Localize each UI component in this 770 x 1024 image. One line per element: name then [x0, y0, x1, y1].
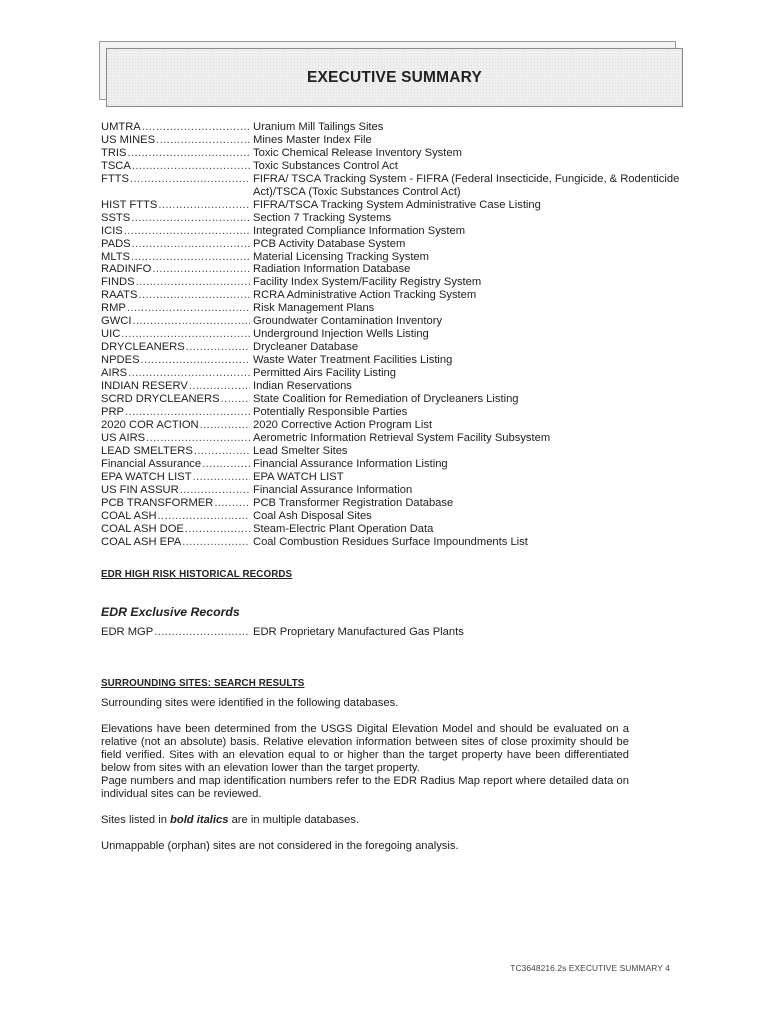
dot-leader: [127, 147, 250, 160]
database-row: [101, 173, 701, 199]
database-description: Integrated Compliance Information System: [253, 224, 466, 237]
database-abbr: LEAD SMELTERS: [101, 444, 193, 457]
database-abbr: MLTS: [101, 250, 131, 263]
dot-leader: [193, 471, 250, 484]
database-description: State Coalition for Remediation of Drycleaners Listing: [253, 393, 519, 406]
dot-leader: [158, 199, 250, 212]
database-abbr: ICIS: [101, 224, 123, 237]
database-abbr: PADS: [101, 237, 131, 250]
database-description: 2020 Corrective Action Program List: [253, 418, 433, 431]
database-abbr: SSTS: [101, 211, 131, 224]
database-list: [101, 121, 701, 548]
database-abbr: AIRS: [101, 367, 128, 380]
database-abbr-cell: [101, 497, 253, 510]
database-abbr-cell: [101, 251, 253, 264]
database-row: [101, 289, 701, 302]
elevation-paragraph: Elevations have been determined from the USGS Digital Elevation Model and should be evaluated on a relative (not an absolute) basis. Relative elevation information between sites of close proximity should be field verified. Sites with an elevation equal to or higher than the target property have been differentiated below from sites with an elevation lower than the target property.: [101, 723, 629, 774]
database-abbr: COAL ASH EPA: [101, 535, 182, 548]
database-abbr-cell: [101, 328, 253, 341]
database-row: [101, 160, 701, 173]
surrounding-intro: Surrounding sites were identified in the following databases.: [101, 697, 399, 709]
database-abbr: 2020 COR ACTION: [101, 418, 199, 431]
database-abbr: GWCI: [101, 315, 132, 328]
database-abbr-cell: [101, 134, 253, 147]
dot-leader: [221, 393, 250, 406]
dot-leader: [121, 328, 250, 341]
database-row: [101, 225, 701, 238]
bold-italics-prefix: Sites listed in: [101, 814, 171, 826]
dot-leader: [158, 510, 250, 523]
database-row: [101, 536, 701, 549]
page-numbers-paragraph: Page numbers and map identification numbers refer to the EDR Radius Map report where detailed data on individual sites can be reviewed.: [101, 774, 629, 800]
database-row: [101, 263, 701, 276]
database-row: [101, 276, 701, 289]
database-description: PCB Activity Database System: [253, 237, 406, 250]
database-abbr: INDIAN RESERV: [101, 380, 188, 393]
database-abbr: US FIN ASSUR: [101, 483, 179, 496]
dot-leader: [132, 315, 250, 328]
database-description: Toxic Substances Control Act: [253, 159, 398, 172]
database-row: [101, 251, 701, 264]
database-description: Coal Ash Disposal Sites: [253, 509, 372, 522]
database-abbr-cell: [101, 225, 253, 238]
database-abbr-cell: [101, 276, 253, 289]
dot-leader: [154, 626, 250, 639]
dot-leader: [200, 419, 250, 432]
surrounding-heading: SURROUNDING SITES: SEARCH RESULTS: [101, 678, 305, 689]
dot-leader: [124, 225, 250, 238]
database-row: [101, 121, 701, 134]
database-description: Lead Smelter Sites: [253, 444, 348, 457]
dot-leader: [141, 354, 250, 367]
dot-leader: [146, 432, 250, 445]
dot-leader: [127, 302, 250, 315]
bold-italics-emphasis: bold italics: [170, 814, 229, 826]
database-row: [101, 354, 701, 367]
dot-leader: [182, 536, 250, 549]
database-row: [101, 484, 701, 497]
database-description: Financial Assurance Information: [253, 483, 413, 496]
page-title: EXECUTIVE SUMMARY: [306, 69, 483, 86]
database-row: [101, 445, 701, 458]
database-row: [101, 458, 701, 471]
database-abbr-cell: [101, 471, 253, 484]
database-abbr: DRYCLEANERS: [101, 341, 185, 354]
database-row: [101, 380, 701, 393]
database-description: Groundwater Contamination Inventory: [253, 315, 443, 328]
database-row: [101, 134, 701, 147]
bold-italics-note: [101, 814, 629, 827]
database-description: Potentially Responsible Parties: [253, 405, 408, 418]
edr-high-risk-heading: EDR HIGH RISK HISTORICAL RECORDS: [101, 569, 293, 580]
title-box: [106, 48, 683, 107]
database-abbr-cell: [101, 419, 253, 432]
database-abbr-cell: [101, 121, 253, 134]
dot-leader: [189, 380, 250, 393]
database-description: Material Licensing Tracking System: [253, 250, 429, 263]
dot-leader: [152, 263, 250, 276]
database-abbr-cell: [101, 212, 253, 225]
database-description: Facility Index System/Facility Registry System: [253, 276, 482, 289]
dot-leader: [131, 251, 250, 264]
database-abbr: RADINFO: [101, 263, 152, 276]
database-description: Mines Master Index File: [253, 133, 372, 146]
database-abbr-cell: [101, 367, 253, 380]
unmappable-note: Unmappable (orphan) sites are not considered in the foregoing analysis.: [101, 840, 459, 852]
database-abbr: Financial Assurance: [101, 457, 202, 470]
database-abbr: PRP: [101, 405, 125, 418]
database-description: Radiation Information Database: [253, 263, 411, 276]
bold-italics-suffix: are in multiple databases.: [228, 814, 360, 826]
database-abbr-cell: [101, 536, 253, 549]
database-abbr-cell: [101, 406, 253, 419]
database-abbr-cell: [101, 302, 253, 315]
database-row: [101, 626, 701, 639]
database-abbr: RMP: [101, 302, 126, 315]
database-row: [101, 147, 701, 160]
database-row: [101, 238, 701, 251]
database-row: [101, 497, 701, 510]
database-abbr: TRIS: [101, 146, 127, 159]
database-description: PCB Transformer Registration Database: [253, 496, 454, 509]
database-abbr: COAL ASH DOE: [101, 522, 184, 535]
database-abbr: UMTRA: [101, 121, 141, 133]
database-abbr-cell: [101, 393, 253, 406]
database-abbr-cell: [101, 626, 253, 639]
database-description: Financial Assurance Information Listing: [253, 457, 448, 470]
database-abbr: FINDS: [101, 276, 135, 289]
database-description: Indian Reservations: [253, 380, 352, 393]
database-abbr-cell: [101, 199, 253, 212]
database-description: Toxic Chemical Release Inventory System: [253, 146, 462, 159]
database-abbr-cell: [101, 147, 253, 160]
database-abbr: FTTS: [101, 172, 129, 185]
database-abbr: TSCA: [101, 159, 131, 172]
database-row: [101, 341, 701, 354]
database-row: [101, 393, 701, 406]
dot-leader: [128, 367, 250, 380]
database-abbr-cell: [101, 432, 253, 445]
database-description: Waste Water Treatment Facilities Listing: [253, 354, 453, 367]
database-row: [101, 212, 701, 225]
page-footer: TC3648216.2s EXECUTIVE SUMMARY 4: [510, 963, 670, 973]
database-abbr-cell: [101, 238, 253, 251]
database-abbr: RAATS: [101, 289, 138, 302]
database-row: [101, 367, 701, 380]
database-abbr-cell: [101, 289, 253, 302]
database-description: Steam-Electric Plant Operation Data: [253, 522, 434, 535]
database-abbr: NPDES: [101, 354, 140, 367]
dot-leader: [202, 458, 250, 471]
database-abbr-cell: [101, 173, 253, 186]
database-row: [101, 523, 701, 536]
database-abbr-cell: [101, 484, 253, 497]
database-row: [101, 406, 701, 419]
elevation-block: [101, 723, 629, 801]
database-abbr: HIST FTTS: [101, 198, 158, 211]
database-abbr-cell: [101, 510, 253, 523]
database-abbr-cell: [101, 160, 253, 173]
database-abbr-cell: [101, 380, 253, 393]
dot-leader: [214, 497, 250, 510]
dot-leader: [136, 276, 250, 289]
dot-leader: [138, 289, 250, 302]
database-description: Uranium Mill Tailings Sites: [253, 121, 384, 133]
dot-leader: [180, 484, 250, 497]
database-description: EDR Proprietary Manufactured Gas Plants: [253, 626, 464, 638]
dot-leader: [130, 173, 250, 186]
database-abbr: COAL ASH: [101, 509, 157, 522]
database-abbr-cell: [101, 263, 253, 276]
dot-leader: [186, 341, 250, 354]
database-description: EPA WATCH LIST: [253, 470, 344, 483]
dot-leader: [142, 121, 250, 134]
database-description: Permitted Airs Facility Listing: [253, 367, 396, 380]
database-row: [101, 471, 701, 484]
database-row: [101, 510, 701, 523]
dot-leader: [132, 160, 250, 173]
database-abbr: EDR MGP: [101, 626, 154, 638]
edr-exclusive-list: [101, 626, 701, 639]
database-row: [101, 199, 701, 212]
database-row: [101, 328, 701, 341]
dot-leader: [132, 238, 250, 251]
database-description: FIFRA/ TSCA Tracking System - FIFRA (Federal Insecticide, Fungicide, & Rodenticide Act)/TSCA (Toxic Substances Control Act): [253, 172, 680, 198]
database-abbr: US MINES: [101, 133, 156, 146]
database-description: RCRA Administrative Action Tracking System: [253, 289, 477, 302]
database-abbr: US AIRS: [101, 431, 146, 444]
database-description: FIFRA/TSCA Tracking System Administrative Case Listing: [253, 198, 541, 211]
dot-leader: [156, 134, 250, 147]
database-description: Section 7 Tracking Systems: [253, 211, 392, 224]
database-abbr: UIC: [101, 328, 121, 341]
database-description: Risk Management Plans: [253, 302, 375, 315]
database-abbr-cell: [101, 458, 253, 471]
database-description: Coal Combustion Residues Surface Impoundments List: [253, 535, 528, 548]
database-row: [101, 419, 701, 432]
database-description: Drycleaner Database: [253, 341, 359, 354]
database-row: [101, 315, 701, 328]
database-abbr-cell: [101, 315, 253, 328]
database-abbr-cell: [101, 354, 253, 367]
database-abbr: PCB TRANSFORMER: [101, 496, 214, 509]
edr-exclusive-heading: EDR Exclusive Records: [101, 605, 240, 619]
dot-leader: [185, 523, 250, 536]
database-row: [101, 432, 701, 445]
dot-leader: [194, 445, 250, 458]
database-description: Underground Injection Wells Listing: [253, 328, 429, 341]
database-abbr: EPA WATCH LIST: [101, 470, 192, 483]
database-abbr-cell: [101, 523, 253, 536]
dot-leader: [125, 406, 250, 419]
database-description: Aerometric Information Retrieval System Facility Subsystem: [253, 431, 551, 444]
database-abbr-cell: [101, 341, 253, 354]
database-abbr: SCRD DRYCLEANERS: [101, 393, 220, 406]
database-abbr-cell: [101, 445, 253, 458]
database-row: [101, 302, 701, 315]
dot-leader: [131, 212, 250, 225]
